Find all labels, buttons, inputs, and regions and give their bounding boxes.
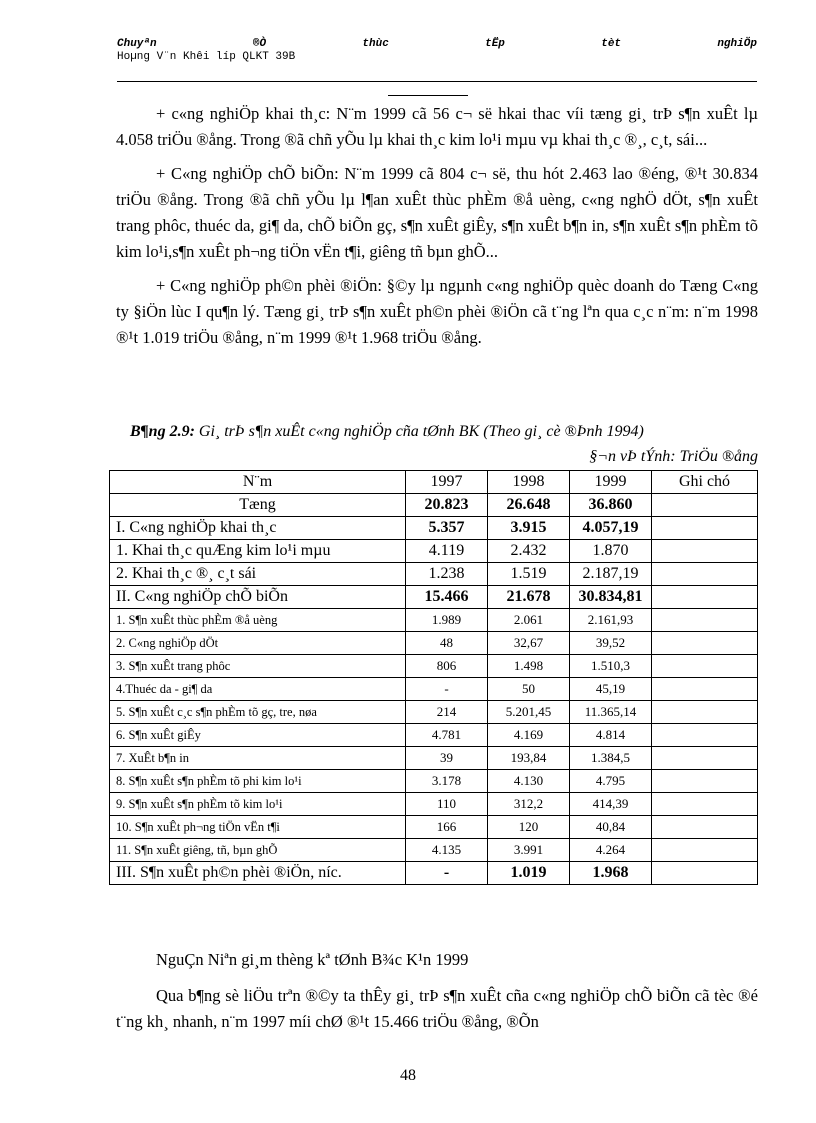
value-1998-cell: 1.019 [488,862,570,885]
table-row [110,609,758,632]
table-row [110,724,758,747]
value-1999-cell: 2.161,93 [570,609,652,632]
column-header: 1997 [406,471,488,494]
column-header: Ghi chó [652,471,758,494]
row-label-cell: 8. S¶n xuÊt s¶n phÈm tõ phi kim lo¹i [110,770,406,793]
value-1999-cell: 1.384,5 [570,747,652,770]
note-cell [652,770,758,793]
value-1998-cell: 2.061 [488,609,570,632]
note-cell [652,701,758,724]
note-cell [652,862,758,885]
row-label-cell: I. C«ng nghiÖp khai th¸c [110,517,406,540]
value-1998-cell: 1.498 [488,655,570,678]
table-header-row [110,471,758,494]
value-1997-cell: 1.989 [406,609,488,632]
value-1998-cell: 2.432 [488,540,570,563]
row-label-cell: III. S¶n xuÊt ph©n phèi ®iÖn, níc. [110,862,406,885]
note-cell [652,747,758,770]
row-label-cell: 1. Khai th¸c quÆng kim lo¹i mµu [110,540,406,563]
note-cell [652,793,758,816]
value-1997-cell: 166 [406,816,488,839]
header-word: nghiÖp [717,38,757,50]
row-label-cell: 6. S¶n xuÊt giÊy [110,724,406,747]
row-label-cell: 7. XuÊt b¶n in [110,747,406,770]
table-caption-text: Gi¸ trÞ s¶n xuÊt c«ng nghiÖp cña tØnh BK (Theo gi¸ cè ®Þnh 1994) [194,423,644,440]
header-word: Chuyªn [117,38,157,50]
value-1998-cell: 3.915 [488,517,570,540]
table-row [110,517,758,540]
value-1997-cell: 39 [406,747,488,770]
value-1999-cell: 1.968 [570,862,652,885]
note-cell [652,632,758,655]
note-cell [652,540,758,563]
value-1998-cell: 5.201,45 [488,701,570,724]
data-table [109,470,758,885]
table-row [110,862,758,885]
value-1997-cell: - [406,678,488,701]
value-1999-cell: 2.187,19 [570,563,652,586]
row-label-cell: 11. S¶n xuÊt giêng, tñ, bµn ghÕ [110,839,406,862]
paragraph: + c«ng nghiÖp khai th¸c: N¨m 1999 cã 56 c¬ së hkai thac víi tæng gi¸ trÞ s¶n xuÊt lµ 4.058 triÖu ®ång. Trong ®ã chñ yÕu lµ khai th¸c kim lo¹i mµu vµ khai th¸c ®¸, c¸t, sái... [116,104,758,149]
row-label-cell: 5. S¶n xuÊt c¸c s¶n phÈm tõ gç, tre, nøa [110,701,406,724]
value-1999-cell: 1.870 [570,540,652,563]
table-row [110,632,758,655]
table-unit: §¬n vÞ tÝnh: TriÖu ®ång [589,448,758,465]
value-1997-cell: 3.178 [406,770,488,793]
value-1997-cell: 5.357 [406,517,488,540]
value-1997-cell: 4.119 [406,540,488,563]
table-row [110,839,758,862]
header-word: tËp [485,38,505,50]
value-1997-cell: 48 [406,632,488,655]
running-header [117,38,757,63]
value-1998-cell: 21.678 [488,586,570,609]
paragraph: + C«ng nghiÖp chÕ biÕn: N¨m 1999 cã 804 c¬ së, thu hót 2.463 lao ®éng, ®¹t 30.834 triÖu ®ång. Trong ®ã chñ yÕu lµ l¶an xuÊt thùc phÈm ®å uèng, c«ng nghÖ dÖt, s¶n xuÊt trang phôc, thuéc da, gi¶ da, chÕ biÕn gç, s¶n xuÊt giÊy, s¶n xuÊt b¶n in, s¶n xuÊt s¶n phÈm tõ kim lo¹i,s¶n xuÊt ph¬ng tiÖn vËn t¶i, giêng tñ bµn ghÕ... [116,164,758,261]
table-row [110,678,758,701]
body-text [116,101,758,359]
value-1998-cell: 193,84 [488,747,570,770]
value-1998-cell: 1.519 [488,563,570,586]
table-caption-label: B¶ng 2.9: [130,423,195,440]
note-cell [652,678,758,701]
value-1999-cell: 36.860 [570,494,652,517]
value-1997-cell: 4.781 [406,724,488,747]
row-label-cell: Tæng [110,494,406,517]
header-word: ®Ò [252,38,267,50]
value-1998-cell: 312,2 [488,793,570,816]
value-1998-cell: 4.169 [488,724,570,747]
table-row [110,701,758,724]
note-cell [652,517,758,540]
value-1997-cell: 1.238 [406,563,488,586]
row-label-cell: 1. S¶n xuÊt thùc phÈm ®å uèng [110,609,406,632]
value-1998-cell: 120 [488,816,570,839]
header-rule [117,81,757,82]
value-1999-cell: 414,39 [570,793,652,816]
value-1999-cell: 1.510,3 [570,655,652,678]
table-row [110,770,758,793]
value-1997-cell: 110 [406,793,488,816]
value-1997-cell: 806 [406,655,488,678]
value-1999-cell: 4.057,19 [570,517,652,540]
value-1999-cell: 45,19 [570,678,652,701]
table-row [110,586,758,609]
row-label-cell: 3. S¶n xuÊt trang phôc [110,655,406,678]
closing-paragraph: Qua b¶ng sè liÖu trªn ®©y ta thÊy gi¸ trÞ s¶n xuÊt cña c«ng nghiÖp chÕ biÕn cã tèc ®é t¨ng kh¸ nhanh, n¨m 1997 míi chØ ®¹t 15.466 triÖu ®ång, ®Õn [116,986,758,1031]
table-row [110,747,758,770]
row-label-cell: 9. S¶n xuÊt s¶n phÈm tõ kim lo¹i [110,793,406,816]
value-1997-cell: 20.823 [406,494,488,517]
table-row [110,494,758,517]
paragraph: + C«ng nghiÖp ph©n phèi ®iÖn: §©y lµ ngµnh c«ng nghiÖp quèc doanh do Tæng C«ng ty §iÖn lùc I qu¶n lý. Tæng gi¸ trÞ s¶n xuÊt ph©n phèi ®iÖn cã t¨ng lªn qua c¸c n¨m: n¨m 1998 ®¹t 1.019 triÖu ®ång, n¨m 1999 ®¹t 1.968 triÖu ®ång. [116,276,758,347]
column-header: 1998 [488,471,570,494]
note-cell [652,655,758,678]
note-cell [652,724,758,747]
value-1997-cell: - [406,862,488,885]
table-row [110,540,758,563]
value-1999-cell: 4.264 [570,839,652,862]
header-title [117,38,757,50]
source-note: NguÇn Niªn gi¸m thèng kª tØnh B¾c K¹n 1999 [156,950,469,969]
column-header: N¨m [110,471,406,494]
table-row [110,816,758,839]
column-header: 1999 [570,471,652,494]
value-1997-cell: 4.135 [406,839,488,862]
note-cell [652,816,758,839]
page-number: 48 [400,1067,416,1084]
value-1998-cell: 26.648 [488,494,570,517]
value-1998-cell: 3.991 [488,839,570,862]
value-1999-cell: 40,84 [570,816,652,839]
value-1999-cell: 4.795 [570,770,652,793]
note-cell [652,839,758,862]
value-1999-cell: 39,52 [570,632,652,655]
header-word: tèt [601,38,622,50]
table-row [110,655,758,678]
note-cell [652,586,758,609]
header-author: Hoµng V¨n Khêi líp QLKT 39B [117,51,296,63]
note-cell [652,609,758,632]
value-1997-cell: 15.466 [406,586,488,609]
row-label-cell: II. C«ng nghiÖp chÕ biÕn [110,586,406,609]
value-1999-cell: 4.814 [570,724,652,747]
value-1997-cell: 214 [406,701,488,724]
header-word: thùc [362,38,389,50]
table-row [110,793,758,816]
table-caption [130,423,760,441]
row-label-cell: 10. S¶n xuÊt ph¬ng tiÖn vËn t¶i [110,816,406,839]
value-1999-cell: 30.834,81 [570,586,652,609]
value-1998-cell: 50 [488,678,570,701]
row-label-cell: 4.Thuéc da - gi¶ da [110,678,406,701]
row-label-cell: 2. Khai th¸c ®¸ c¸t sái [110,563,406,586]
note-cell [652,494,758,517]
value-1999-cell: 11.365,14 [570,701,652,724]
header-short-rule [388,95,468,96]
value-1998-cell: 4.130 [488,770,570,793]
value-1998-cell: 32,67 [488,632,570,655]
table-row [110,563,758,586]
row-label-cell: 2. C«ng nghiÖp dÖt [110,632,406,655]
note-cell [652,563,758,586]
